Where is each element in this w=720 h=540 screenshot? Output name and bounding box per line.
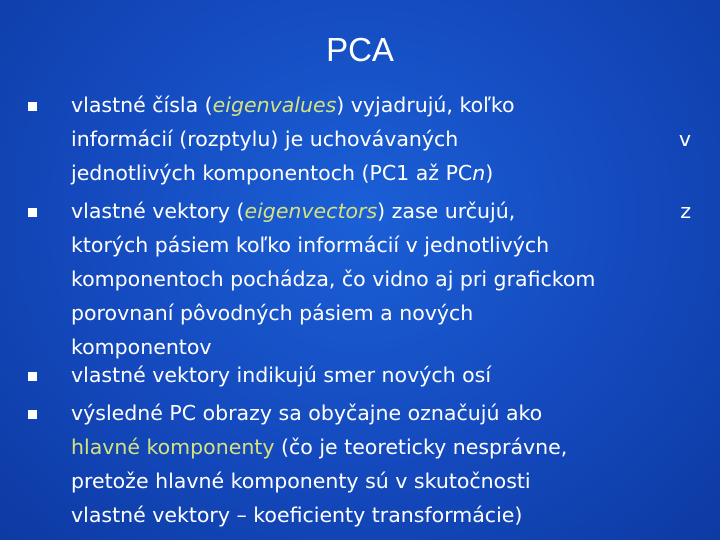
text-run: (čo je teoreticky nesprávne, bbox=[274, 435, 568, 459]
bullet-text bbox=[71, 358, 691, 392]
text-line bbox=[71, 430, 691, 464]
text-line: výsledné PC obrazy sa obyčajne označujú ako bbox=[71, 401, 543, 425]
text-line bbox=[71, 156, 691, 190]
text-run: jednotlivých komponentoch (PC1 až PC bbox=[71, 161, 473, 185]
square-bullet-icon bbox=[28, 410, 37, 419]
text-line bbox=[71, 194, 691, 228]
square-bullet-icon bbox=[28, 208, 37, 217]
text-line: komponentoch pochádza, čo vidno aj pri grafickom bbox=[71, 267, 596, 291]
text-run-justified: z bbox=[680, 199, 691, 223]
text-run: ) vyjadrujú, koľko bbox=[336, 93, 515, 117]
term-principal-components: hlavné komponenty bbox=[71, 435, 275, 459]
text-line bbox=[71, 122, 691, 156]
term-eigenvectors: eigenvectors bbox=[244, 199, 378, 223]
text-run-italic: n bbox=[472, 161, 486, 185]
text-line: vlastné vektory indikujú smer nových osí bbox=[71, 363, 492, 387]
text-line: ktorých pásiem koľko informácií v jednotlivých bbox=[71, 233, 550, 257]
text-run-justified: v bbox=[678, 127, 691, 151]
square-bullet-icon bbox=[28, 102, 37, 111]
text-run: vlastné vektory ( bbox=[71, 199, 245, 223]
slide-title: PCA bbox=[326, 31, 394, 68]
square-bullet-icon bbox=[28, 372, 37, 381]
bullet-text bbox=[71, 194, 691, 364]
bullet-text bbox=[71, 396, 691, 532]
text-line bbox=[71, 88, 691, 122]
term-eigenvalues: eigenvalues bbox=[212, 93, 337, 117]
text-run: vlastné čísla ( bbox=[71, 93, 213, 117]
text-run: informácií (rozptylu) je uchovávaných bbox=[71, 127, 459, 151]
text-line: pretože hlavné komponenty sú v skutočnosti bbox=[71, 469, 531, 493]
text-run: ) zase určujú, bbox=[377, 199, 516, 223]
bullet-text bbox=[71, 88, 691, 190]
text-line: porovnaní pôvodných pásiem a nových bbox=[71, 301, 474, 325]
text-run: ) bbox=[485, 161, 494, 185]
text-line: vlastné vektory – koeficienty transformácie) bbox=[71, 503, 523, 527]
text-line: komponentov bbox=[71, 335, 212, 359]
